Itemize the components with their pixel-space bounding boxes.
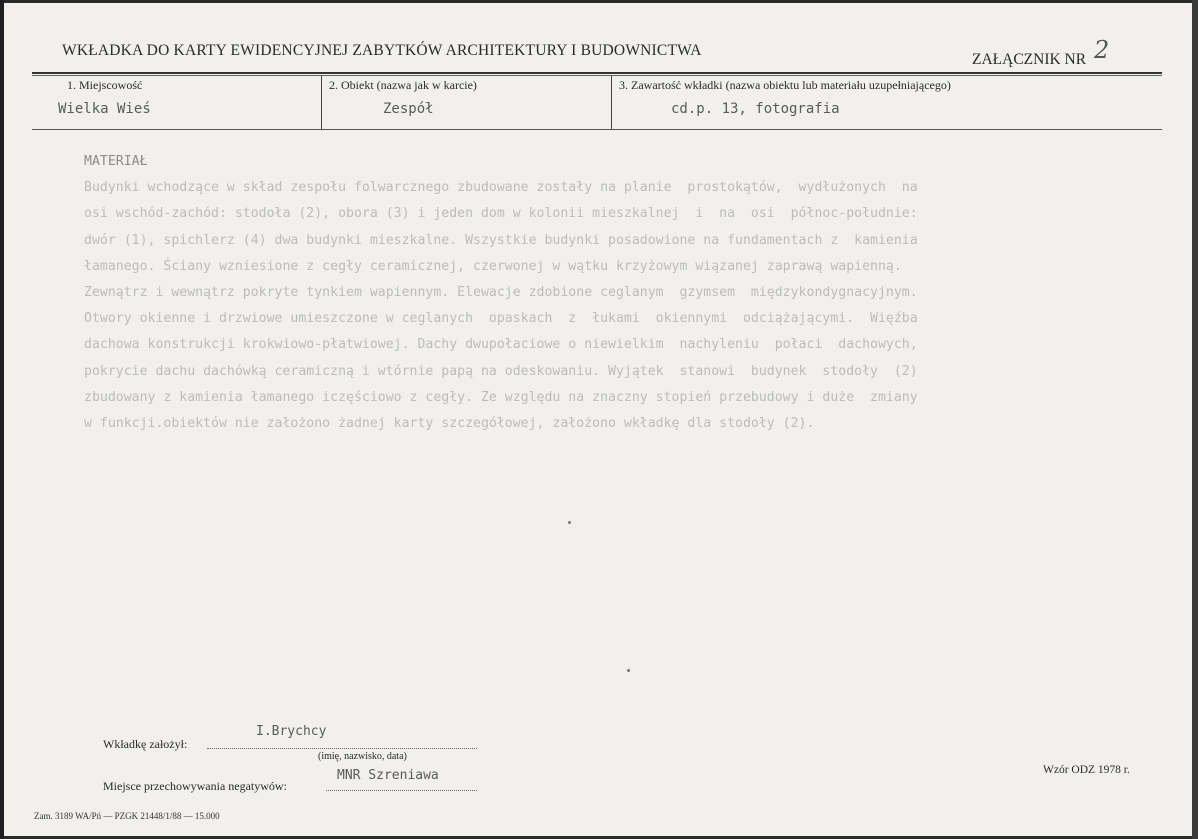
founder-hint: (imię, nazwisko, data) (318, 751, 407, 762)
fields-bottom-rule (32, 129, 1162, 130)
header-rule (32, 72, 1162, 74)
material-line: pokrycie dachu dachówką ceramiczną i wtórnie papą na odeskowaniu. Wyjątek stanowi budynek stodoły (2) (84, 363, 918, 379)
material-line: dachowa konstrukcji krokwiowo-płatwiowej. Dachy dwupołaciowe o niewielkim nachyleniu połaci dachowych, (84, 337, 918, 353)
form-model: Wzór ODZ 1978 r. (1043, 764, 1130, 776)
founder-label: Wkładkę założył: (103, 737, 188, 751)
field-divider-2 (611, 76, 612, 129)
scan-speck (568, 521, 571, 524)
material-line: w funkcji.obiektów nie założono żadnej karty szczegółowej, założono wkładkę dla stodoły (2). (84, 416, 815, 432)
scan-edge-left (0, 0, 4, 839)
founder-value: I.Brychcy (256, 724, 327, 739)
field-label-content: 3. Zawartość wkładki (nazwa obiektu lub materiału uzupełniającego) (619, 78, 951, 92)
scan-edge-top (0, 0, 1198, 3)
field-label-object: 2. Obiekt (nazwa jak w karcie) (329, 78, 477, 92)
material-section (84, 149, 1154, 437)
material-line: Otwory okienne i drzwiowe umieszczone w ceglanych opaskach z łukami okiennymi odciążającymi. Więźba (84, 311, 918, 327)
material-line: dwór (1), spichlerz (4) dwa budynki mieszkalne. Wszystkie budynki posadowione na fundamentach z kamienia (84, 232, 918, 248)
field-value-content: cd.p. 13, fotografia (671, 101, 840, 117)
storage-label: Miejsce przechowywania negatywów: (103, 779, 287, 793)
attachment-label: ZAŁĄCZNIK NR (972, 51, 1087, 68)
attachment-number-value: 2 (1093, 36, 1110, 64)
form-title: WKŁADKA DO KARTY EWIDENCYJNEJ ZABYTKÓW ARCHITEKTURY I BUDOWNICTWA (62, 42, 702, 59)
material-line: łamanego. Ściany wzniesione z cegły ceramicznej, czerwonej w wątku krzyżowym wiązanej zaprawą wapienną. (84, 258, 902, 274)
attachment-number (972, 36, 1110, 70)
storage-value: MNR Szreniawa (337, 768, 439, 783)
field-divider-1 (321, 76, 322, 129)
print-info: Zam. 3189 WA/Pń — PZGK 21448/1/88 — 15.000 (34, 811, 220, 821)
field-value-object: Zespół (383, 101, 434, 117)
header-rule-thin (32, 75, 1162, 76)
material-line: Budynki wchodzące w skład zespołu folwarcznego zbudowane zostały na planie prostokątów, wydłużonych na (84, 180, 918, 196)
material-line: Zewnątrz i wewnątrz pokryte tynkiem wapiennym. Elewacje zdobione ceglanym gzymsem międzykondygnacyjnym. (84, 285, 918, 301)
founder-dotted-line (207, 748, 477, 749)
material-line: zbudowany z kamienia łamanego iczęściowo z cegły. Ze względu na znaczny stopień przebudowy i duże zmiany (84, 389, 918, 405)
field-value-locality: Wielka Wieś (58, 101, 151, 117)
storage-dotted-line (326, 790, 477, 791)
material-heading: MATERIAŁ (84, 154, 148, 169)
scan-edge-right (1192, 0, 1198, 839)
scan-speck (627, 669, 630, 672)
material-line: osi wschód-zachód: stodoła (2), obora (3) i jeden dom w kolonii mieszkalnej i na osi północ-południe: (84, 206, 918, 222)
field-label-locality: 1. Miejscowość (67, 78, 143, 92)
